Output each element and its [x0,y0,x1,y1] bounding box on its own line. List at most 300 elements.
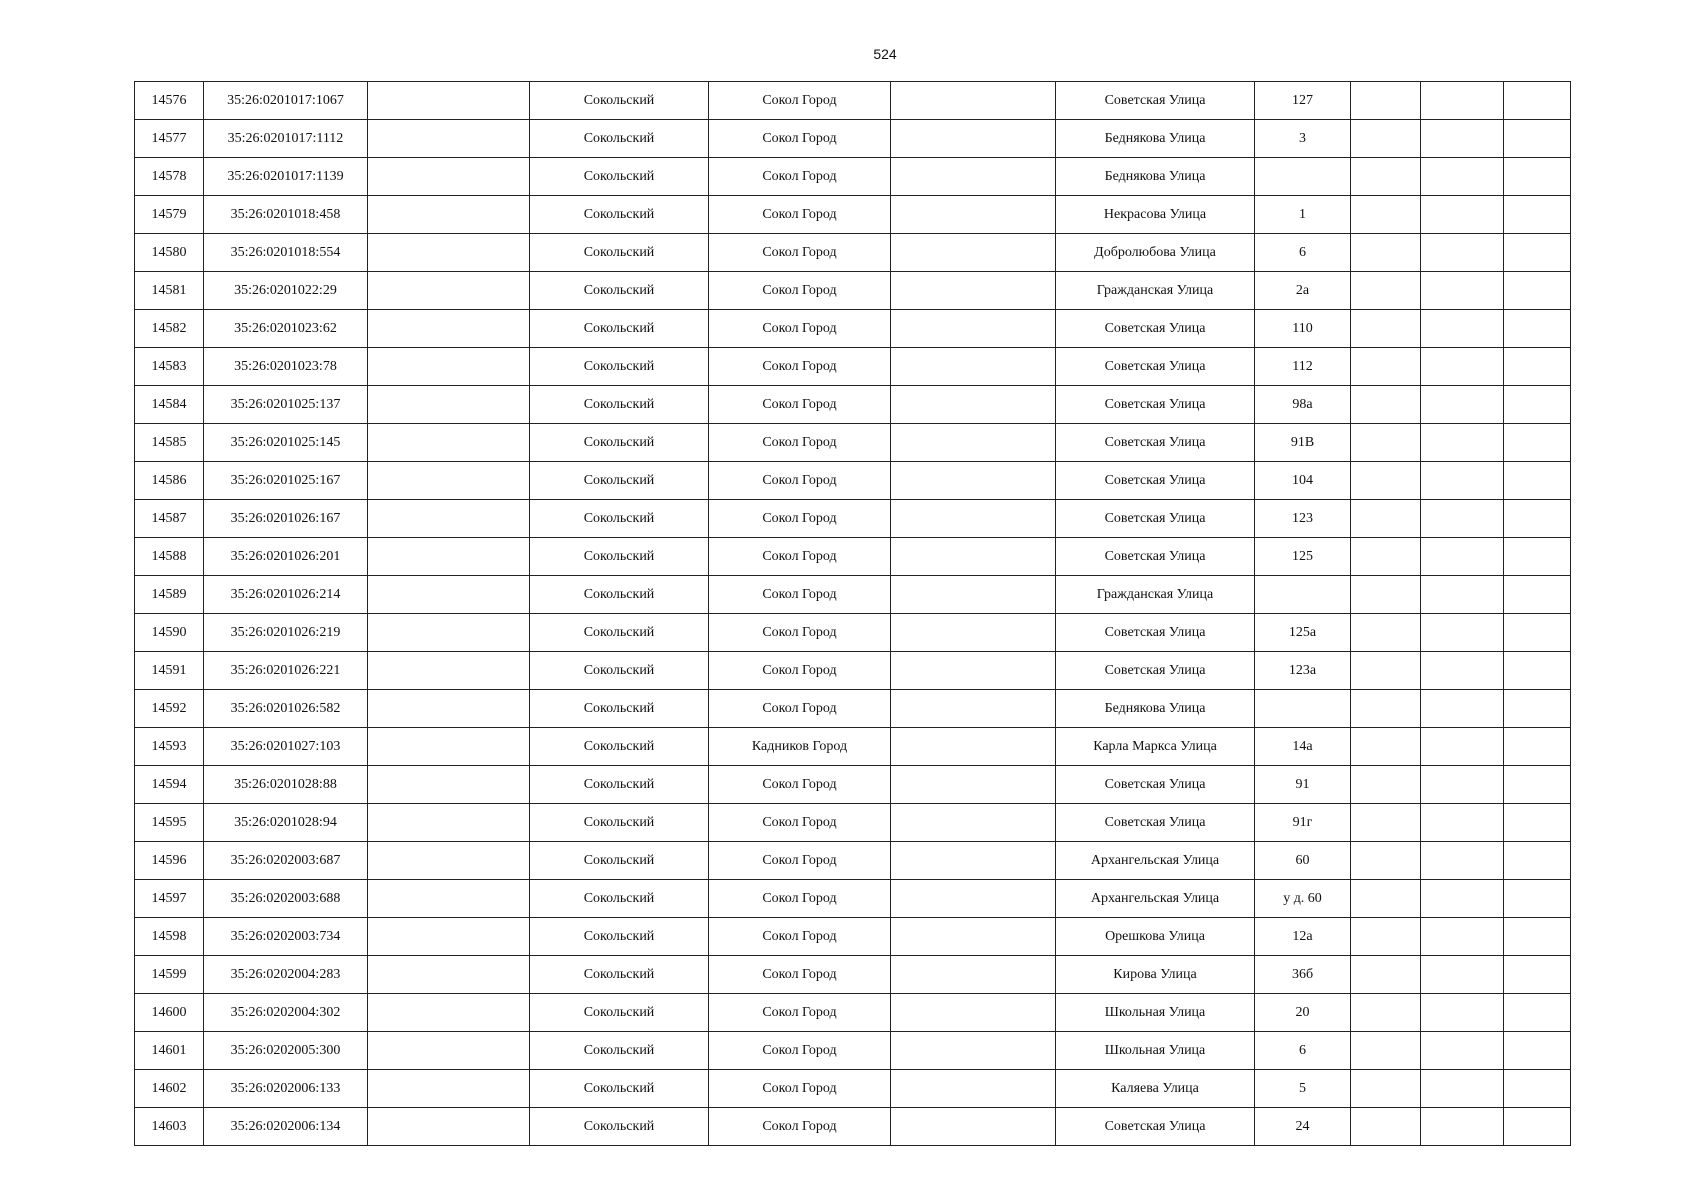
locality-cell: Сокол Город [709,842,891,880]
empty-cell [1504,728,1571,766]
locality-cell: Сокол Город [709,462,891,500]
empty-cell [891,462,1056,500]
cadastral-number-cell: 35:26:0201025:167 [204,462,368,500]
empty-cell [368,82,530,120]
street-cell: Добролюбова Улица [1056,234,1255,272]
house-number-cell: 2а [1255,272,1351,310]
empty-cell [1351,918,1421,956]
street-cell: Советская Улица [1056,386,1255,424]
row-number-cell: 14589 [135,576,204,614]
empty-cell [1504,576,1571,614]
cadastral-number-cell: 35:26:0201017:1139 [204,158,368,196]
table-row [135,272,1571,310]
empty-cell [1351,1108,1421,1146]
registry-rows [135,82,1571,1146]
cadastral-number-cell: 35:26:0201028:88 [204,766,368,804]
table-row [135,918,1571,956]
district-cell: Сокольский [530,386,709,424]
empty-cell [891,994,1056,1032]
cadastral-number-cell: 35:26:0202006:134 [204,1108,368,1146]
empty-cell [1421,120,1504,158]
empty-cell [891,348,1056,386]
row-number-cell: 14595 [135,804,204,842]
district-cell: Сокольский [530,918,709,956]
empty-cell [891,766,1056,804]
empty-cell [891,120,1056,158]
row-number-cell: 14600 [135,994,204,1032]
street-cell: Школьная Улица [1056,1032,1255,1070]
empty-cell [1421,158,1504,196]
empty-cell [1421,462,1504,500]
empty-cell [368,804,530,842]
district-cell: Сокольский [530,1070,709,1108]
row-number-cell: 14598 [135,918,204,956]
street-cell: Беднякова Улица [1056,158,1255,196]
locality-cell: Сокол Город [709,1032,891,1070]
row-number-cell: 14578 [135,158,204,196]
district-cell: Сокольский [530,310,709,348]
empty-cell [1351,652,1421,690]
empty-cell [1421,994,1504,1032]
empty-cell [1504,348,1571,386]
locality-cell: Сокол Город [709,158,891,196]
house-number-cell: 104 [1255,462,1351,500]
empty-cell [1421,614,1504,652]
empty-cell [1504,880,1571,918]
row-number-cell: 14577 [135,120,204,158]
empty-cell [1421,804,1504,842]
house-number-cell: 60 [1255,842,1351,880]
empty-cell [1504,234,1571,272]
empty-cell [368,310,530,348]
street-cell: Карла Маркса Улица [1056,728,1255,766]
empty-cell [1504,120,1571,158]
house-number-cell: 14а [1255,728,1351,766]
street-cell: Архангельская Улица [1056,842,1255,880]
empty-cell [368,120,530,158]
empty-cell [1351,272,1421,310]
cadastral-number-cell: 35:26:0201017:1112 [204,120,368,158]
cadastral-number-cell: 35:26:0201018:458 [204,196,368,234]
table-row [135,1108,1571,1146]
street-cell: Советская Улица [1056,766,1255,804]
empty-cell [368,1032,530,1070]
house-number-cell: 112 [1255,348,1351,386]
locality-cell: Сокол Город [709,1070,891,1108]
locality-cell: Сокол Город [709,424,891,462]
row-number-cell: 14592 [135,690,204,728]
locality-cell: Сокол Город [709,82,891,120]
cadastral-number-cell: 35:26:0201026:221 [204,652,368,690]
registry-table [134,81,1571,1146]
cadastral-number-cell: 35:26:0201026:201 [204,538,368,576]
street-cell: Советская Улица [1056,310,1255,348]
empty-cell [1351,234,1421,272]
street-cell: Советская Улица [1056,462,1255,500]
house-number-cell: 5 [1255,1070,1351,1108]
empty-cell [1504,386,1571,424]
locality-cell: Сокол Город [709,994,891,1032]
empty-cell [1421,576,1504,614]
cadastral-number-cell: 35:26:0201026:219 [204,614,368,652]
empty-cell [368,272,530,310]
empty-cell [368,956,530,994]
cadastral-number-cell: 35:26:0202004:302 [204,994,368,1032]
empty-cell [891,1032,1056,1070]
district-cell: Сокольский [530,500,709,538]
empty-cell [1421,880,1504,918]
empty-cell [1351,120,1421,158]
empty-cell [1351,576,1421,614]
street-cell: Советская Улица [1056,424,1255,462]
empty-cell [1421,1032,1504,1070]
district-cell: Сокольский [530,234,709,272]
cadastral-number-cell: 35:26:0201018:554 [204,234,368,272]
street-cell: Советская Улица [1056,614,1255,652]
house-number-cell: 123а [1255,652,1351,690]
empty-cell [1504,956,1571,994]
cadastral-number-cell: 35:26:0201017:1067 [204,82,368,120]
table-row [135,652,1571,690]
empty-cell [1504,82,1571,120]
house-number-cell: 91 [1255,766,1351,804]
empty-cell [1351,1032,1421,1070]
house-number-cell: 1 [1255,196,1351,234]
locality-cell: Сокол Город [709,614,891,652]
empty-cell [1504,272,1571,310]
locality-cell: Сокол Город [709,500,891,538]
locality-cell: Сокол Город [709,272,891,310]
empty-cell [891,728,1056,766]
row-number-cell: 14597 [135,880,204,918]
empty-cell [1421,196,1504,234]
empty-cell [1504,424,1571,462]
empty-cell [368,728,530,766]
empty-cell [1351,196,1421,234]
house-number-cell: 127 [1255,82,1351,120]
district-cell: Сокольский [530,424,709,462]
street-cell: Орешкова Улица [1056,918,1255,956]
house-number-cell [1255,158,1351,196]
street-cell: Школьная Улица [1056,994,1255,1032]
table-row [135,348,1571,386]
locality-cell: Сокол Город [709,652,891,690]
empty-cell [368,538,530,576]
district-cell: Сокольский [530,576,709,614]
house-number-cell: 6 [1255,1032,1351,1070]
row-number-cell: 14579 [135,196,204,234]
district-cell: Сокольский [530,1032,709,1070]
locality-cell: Сокол Город [709,690,891,728]
row-number-cell: 14591 [135,652,204,690]
house-number-cell: 125 [1255,538,1351,576]
street-cell: Советская Улица [1056,82,1255,120]
empty-cell [1504,690,1571,728]
row-number-cell: 14584 [135,386,204,424]
empty-cell [368,690,530,728]
locality-cell: Сокол Город [709,956,891,994]
empty-cell [1504,652,1571,690]
empty-cell [1421,918,1504,956]
empty-cell [891,576,1056,614]
district-cell: Сокольский [530,614,709,652]
row-number-cell: 14602 [135,1070,204,1108]
house-number-cell [1255,576,1351,614]
cadastral-number-cell: 35:26:0202003:688 [204,880,368,918]
district-cell: Сокольский [530,842,709,880]
locality-cell: Сокол Город [709,766,891,804]
district-cell: Сокольский [530,690,709,728]
empty-cell [891,842,1056,880]
district-cell: Сокольский [530,728,709,766]
district-cell: Сокольский [530,956,709,994]
empty-cell [1351,842,1421,880]
house-number-cell: 20 [1255,994,1351,1032]
empty-cell [368,196,530,234]
empty-cell [1504,766,1571,804]
empty-cell [1421,424,1504,462]
table-row [135,234,1571,272]
cadastral-number-cell: 35:26:0201026:214 [204,576,368,614]
locality-cell: Сокол Город [709,538,891,576]
empty-cell [1351,538,1421,576]
locality-cell: Сокол Город [709,348,891,386]
empty-cell [368,500,530,538]
empty-cell [1504,804,1571,842]
street-cell: Гражданская Улица [1056,272,1255,310]
row-number-cell: 14588 [135,538,204,576]
locality-cell: Сокол Город [709,234,891,272]
empty-cell [1421,310,1504,348]
empty-cell [1504,310,1571,348]
cadastral-number-cell: 35:26:0202004:283 [204,956,368,994]
table-row [135,690,1571,728]
empty-cell [1504,1070,1571,1108]
empty-cell [1504,1108,1571,1146]
house-number-cell: 6 [1255,234,1351,272]
empty-cell [1351,994,1421,1032]
empty-cell [1421,956,1504,994]
street-cell: Беднякова Улица [1056,120,1255,158]
locality-cell: Сокол Город [709,196,891,234]
district-cell: Сокольский [530,880,709,918]
locality-cell: Сокол Город [709,120,891,158]
district-cell: Сокольский [530,348,709,386]
district-cell: Сокольский [530,652,709,690]
empty-cell [1504,462,1571,500]
cadastral-number-cell: 35:26:0201023:78 [204,348,368,386]
row-number-cell: 14576 [135,82,204,120]
locality-cell: Сокол Город [709,918,891,956]
empty-cell [891,500,1056,538]
empty-cell [891,1108,1056,1146]
cadastral-number-cell: 35:26:0202003:687 [204,842,368,880]
district-cell: Сокольский [530,272,709,310]
table-row [135,462,1571,500]
locality-cell: Сокол Город [709,576,891,614]
row-number-cell: 14599 [135,956,204,994]
empty-cell [891,310,1056,348]
table-row [135,120,1571,158]
empty-cell [1504,918,1571,956]
cadastral-number-cell: 35:26:0201025:137 [204,386,368,424]
table-row [135,310,1571,348]
cadastral-number-cell: 35:26:0201028:94 [204,804,368,842]
house-number-cell: у д. 60 [1255,880,1351,918]
house-number-cell: 3 [1255,120,1351,158]
table-row [135,196,1571,234]
empty-cell [891,424,1056,462]
table-row [135,766,1571,804]
empty-cell [368,348,530,386]
empty-cell [1351,310,1421,348]
empty-cell [1421,386,1504,424]
cadastral-number-cell: 35:26:0202006:133 [204,1070,368,1108]
house-number-cell [1255,690,1351,728]
street-cell: Советская Улица [1056,538,1255,576]
empty-cell [1421,500,1504,538]
street-cell: Каляева Улица [1056,1070,1255,1108]
table-row [135,880,1571,918]
table-row [135,538,1571,576]
empty-cell [1351,690,1421,728]
empty-cell [1351,880,1421,918]
empty-cell [368,158,530,196]
cadastral-number-cell: 35:26:0201026:167 [204,500,368,538]
locality-cell: Сокол Город [709,1108,891,1146]
empty-cell [1421,690,1504,728]
row-number-cell: 14596 [135,842,204,880]
empty-cell [1421,234,1504,272]
empty-cell [368,994,530,1032]
cadastral-number-cell: 35:26:0201025:145 [204,424,368,462]
table-row [135,386,1571,424]
street-cell: Советская Улица [1056,1108,1255,1146]
table-row [135,614,1571,652]
empty-cell [891,956,1056,994]
row-number-cell: 14593 [135,728,204,766]
street-cell: Советская Улица [1056,804,1255,842]
empty-cell [1351,386,1421,424]
street-cell: Кирова Улица [1056,956,1255,994]
empty-cell [891,1070,1056,1108]
empty-cell [1351,82,1421,120]
district-cell: Сокольский [530,538,709,576]
empty-cell [891,158,1056,196]
row-number-cell: 14601 [135,1032,204,1070]
table-row [135,842,1571,880]
empty-cell [891,614,1056,652]
table-row [135,1070,1571,1108]
district-cell: Сокольский [530,196,709,234]
table-row [135,804,1571,842]
empty-cell [891,804,1056,842]
empty-cell [1351,956,1421,994]
empty-cell [1351,500,1421,538]
row-number-cell: 14585 [135,424,204,462]
empty-cell [891,272,1056,310]
empty-cell [368,424,530,462]
street-cell: Архангельская Улица [1056,880,1255,918]
empty-cell [1421,538,1504,576]
empty-cell [1351,728,1421,766]
table-row [135,500,1571,538]
empty-cell [1504,196,1571,234]
empty-cell [1421,1070,1504,1108]
row-number-cell: 14587 [135,500,204,538]
house-number-cell: 125а [1255,614,1351,652]
table-row [135,424,1571,462]
empty-cell [368,576,530,614]
empty-cell [368,766,530,804]
district-cell: Сокольский [530,158,709,196]
empty-cell [1421,842,1504,880]
district-cell: Сокольский [530,804,709,842]
empty-cell [891,690,1056,728]
row-number-cell: 14586 [135,462,204,500]
row-number-cell: 14582 [135,310,204,348]
street-cell: Советская Улица [1056,348,1255,386]
table-row [135,576,1571,614]
empty-cell [368,918,530,956]
row-number-cell: 14603 [135,1108,204,1146]
empty-cell [368,234,530,272]
empty-cell [1421,1108,1504,1146]
empty-cell [1421,348,1504,386]
row-number-cell: 14583 [135,348,204,386]
district-cell: Сокольский [530,462,709,500]
empty-cell [1421,82,1504,120]
table-row [135,956,1571,994]
locality-cell: Сокол Город [709,804,891,842]
empty-cell [1421,766,1504,804]
empty-cell [891,880,1056,918]
empty-cell [368,1070,530,1108]
row-number-cell: 14580 [135,234,204,272]
empty-cell [368,386,530,424]
row-number-cell: 14590 [135,614,204,652]
empty-cell [1421,728,1504,766]
empty-cell [368,652,530,690]
row-number-cell: 14594 [135,766,204,804]
house-number-cell: 36б [1255,956,1351,994]
empty-cell [1504,500,1571,538]
empty-cell [891,234,1056,272]
table-row [135,82,1571,120]
house-number-cell: 24 [1255,1108,1351,1146]
empty-cell [1351,424,1421,462]
locality-cell: Сокол Город [709,880,891,918]
street-cell: Некрасова Улица [1056,196,1255,234]
empty-cell [1504,994,1571,1032]
house-number-cell: 12а [1255,918,1351,956]
district-cell: Сокольский [530,766,709,804]
district-cell: Сокольский [530,994,709,1032]
cadastral-number-cell: 35:26:0201026:582 [204,690,368,728]
empty-cell [891,652,1056,690]
cadastral-number-cell: 35:26:0201027:103 [204,728,368,766]
locality-cell: Сокол Город [709,310,891,348]
cadastral-number-cell: 35:26:0202005:300 [204,1032,368,1070]
empty-cell [891,82,1056,120]
cadastral-number-cell: 35:26:0201023:62 [204,310,368,348]
row-number-cell: 14581 [135,272,204,310]
empty-cell [891,918,1056,956]
empty-cell [1421,272,1504,310]
cadastral-number-cell: 35:26:0201022:29 [204,272,368,310]
table-row [135,158,1571,196]
empty-cell [368,842,530,880]
